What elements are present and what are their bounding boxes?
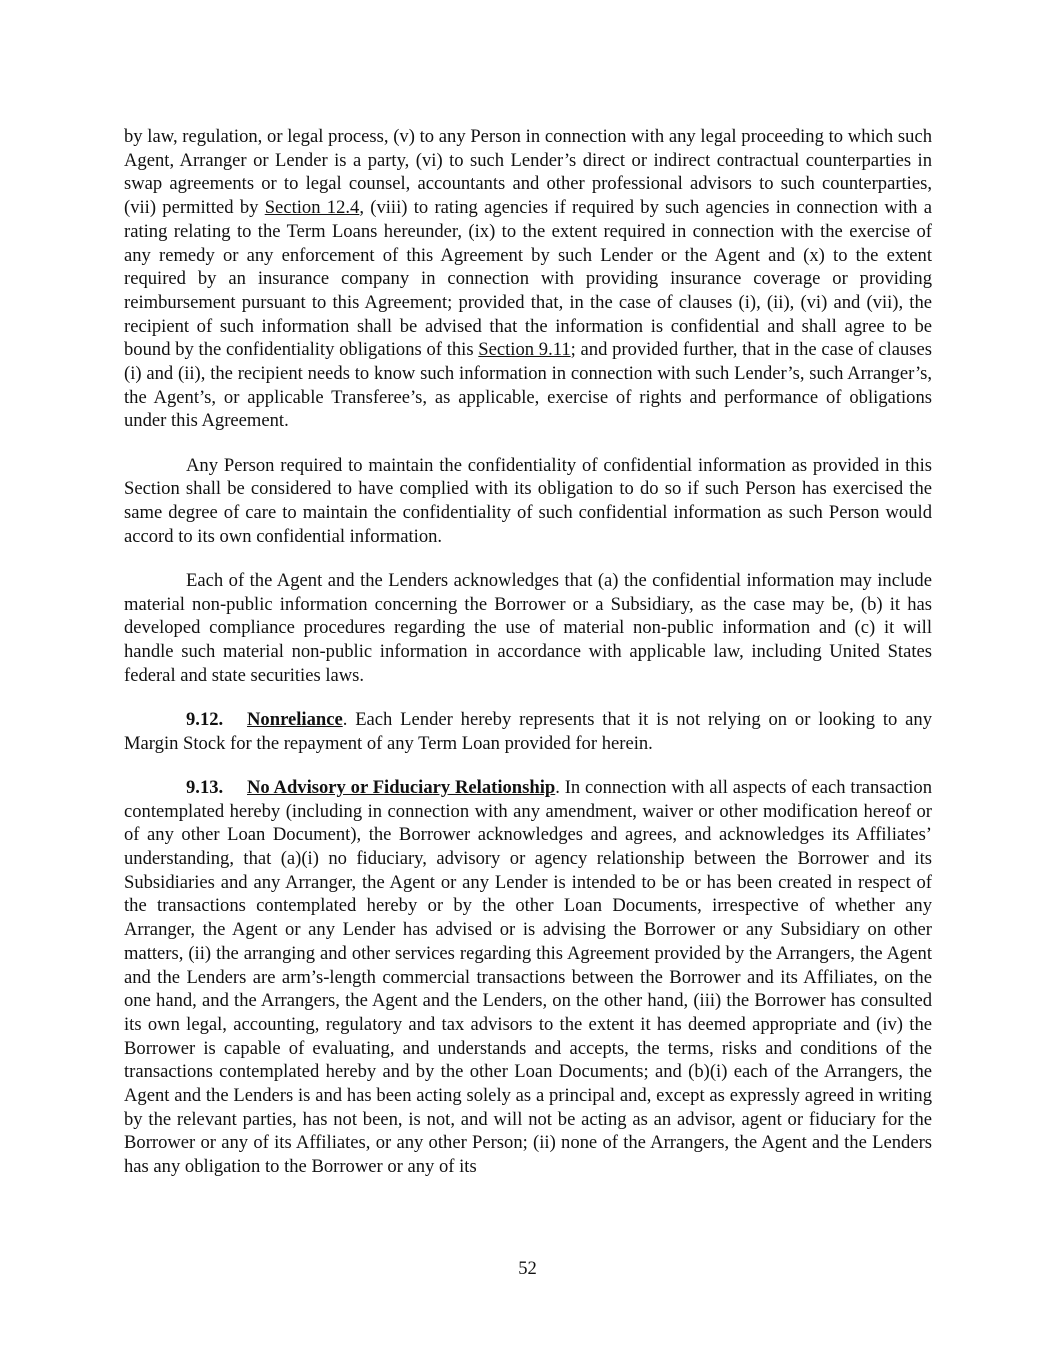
paragraph-standard-of-care: Any Person required to maintain the confidentiality of confidential information as provided in this Section shall be considered to have complied with its obligation to do so if such Person has exercised the same degree of care to maintain the confidentiality of such confidential information as such Person would accord to its own confidential information. xyxy=(124,454,932,547)
paragraph-non-public-information: Each of the Agent and the Lenders acknowledges that (a) the confidential information may include material non-public information concerning the Borrower or a Subsidiary, as the case may be, (b) it has developed compliance procedures regarding the use of material non-public information and (c) it will handle such material non-public information in accordance with applicable law, including United States federal and state securities laws. xyxy=(124,569,932,686)
section-text: . Each Lender hereby represents that it is not relying on or looking to any Margin Stock for the repayment of any Term Loan provided for herein. xyxy=(124,708,932,754)
document-body xyxy=(124,125,932,1199)
section-9-11-reference: Section 9.11 xyxy=(478,339,571,361)
section-number: 9.12. xyxy=(186,708,224,730)
section-title: Nonreliance xyxy=(247,708,343,730)
section-title: No Advisory or Fiduciary Relationship xyxy=(247,776,556,798)
paragraph-text: , (viii) to rating agencies if required by such agencies in connection with a rating relating to the Term Loans hereunder, (ix) to the extent required in connection with the exercise of any remedy or any enforcement of this Agreement by such Lender or the Agent and (x) to the extent required by an insurance company in connection with providing insurance coverage or providing reimbursement pursuant to this Agreement; provided that, in the case of clauses (i), (ii), (vi) and (vii), the recipient of such information shall be advised that the information is confidential and shall agree to be bound by the confidentiality obligations of this xyxy=(124,197,933,361)
section-9-13 xyxy=(124,776,932,1179)
paragraph-confidentiality-exceptions xyxy=(124,125,932,433)
paragraph-text: ; and provided further, that in the case of clauses (i) and (ii), the recipient needs to know such information in connection with such Lender’s, such Arranger’s, the Agent’s, or applicable Transferee’s, as applicable, exercise of rights and performance of obligations under this Agreement. xyxy=(124,339,932,432)
section-9-12 xyxy=(124,708,932,755)
section-12-4-reference: Section 12.4 xyxy=(264,197,360,219)
page-number: 52 xyxy=(518,1258,537,1279)
section-number: 9.13. xyxy=(186,776,224,798)
paragraph-text: by law, regulation, or legal process, (v) to any Person in connection with any legal proceeding to which such Agent, Arranger or Lender is a party, (vi) to such Lender’s direct or indirect contractual counterparties in swap agreements or to legal counsel, accountants and other professional advisors to such counterparties, (vii) permitted by xyxy=(124,126,932,219)
section-text: . In connection with all aspects of each transaction contemplated hereby (including in connection with any amendment, waiver or other modification hereof or of any other Loan Document), the Borrower acknowledges and agrees, and acknowledges its Affiliates’ understanding, that (a)(i) no fiduciary, advisory or agency relationship between the Borrower and its Subsidiaries and any Arranger, the Agent or any Lender is intended to be or has been created in respect of the transactions contemplated hereby or by the other Loan Documents, irrespective of whether any Arranger, the Agent or any Lender has advised or is advising the Borrower or any Subsidiary on other matters, (ii) the arranging and other services regarding this Agreement provided by the Arrangers, the Agent and the Lenders are arm’s-length commercial transactions between the Borrower and its Affiliates, on the one hand, and the Arrangers, the Agent and the Lenders, on the other hand, (iii) the Borrower has consulted its own legal, accounting, regulatory and tax advisors to the extent it has deemed appropriate and (iv) the Borrower is capable of evaluating, and understands and accepts, the terms, risks and conditions of the transactions contemplated hereby and by the other Loan Documents; and (b)(i) each of the Arrangers, the Agent and the Lenders is and has been acting solely as a principal and, except as expressly agreed in writing by the relevant parties, has not been, is not, and will not be acting as an advisor, agent or fiduciary for the Borrower or any of its Affiliates, or any other Person; (ii) none of the Arrangers, the Agent and the Lenders has any obligation to the Borrower or any of its xyxy=(124,776,933,1178)
